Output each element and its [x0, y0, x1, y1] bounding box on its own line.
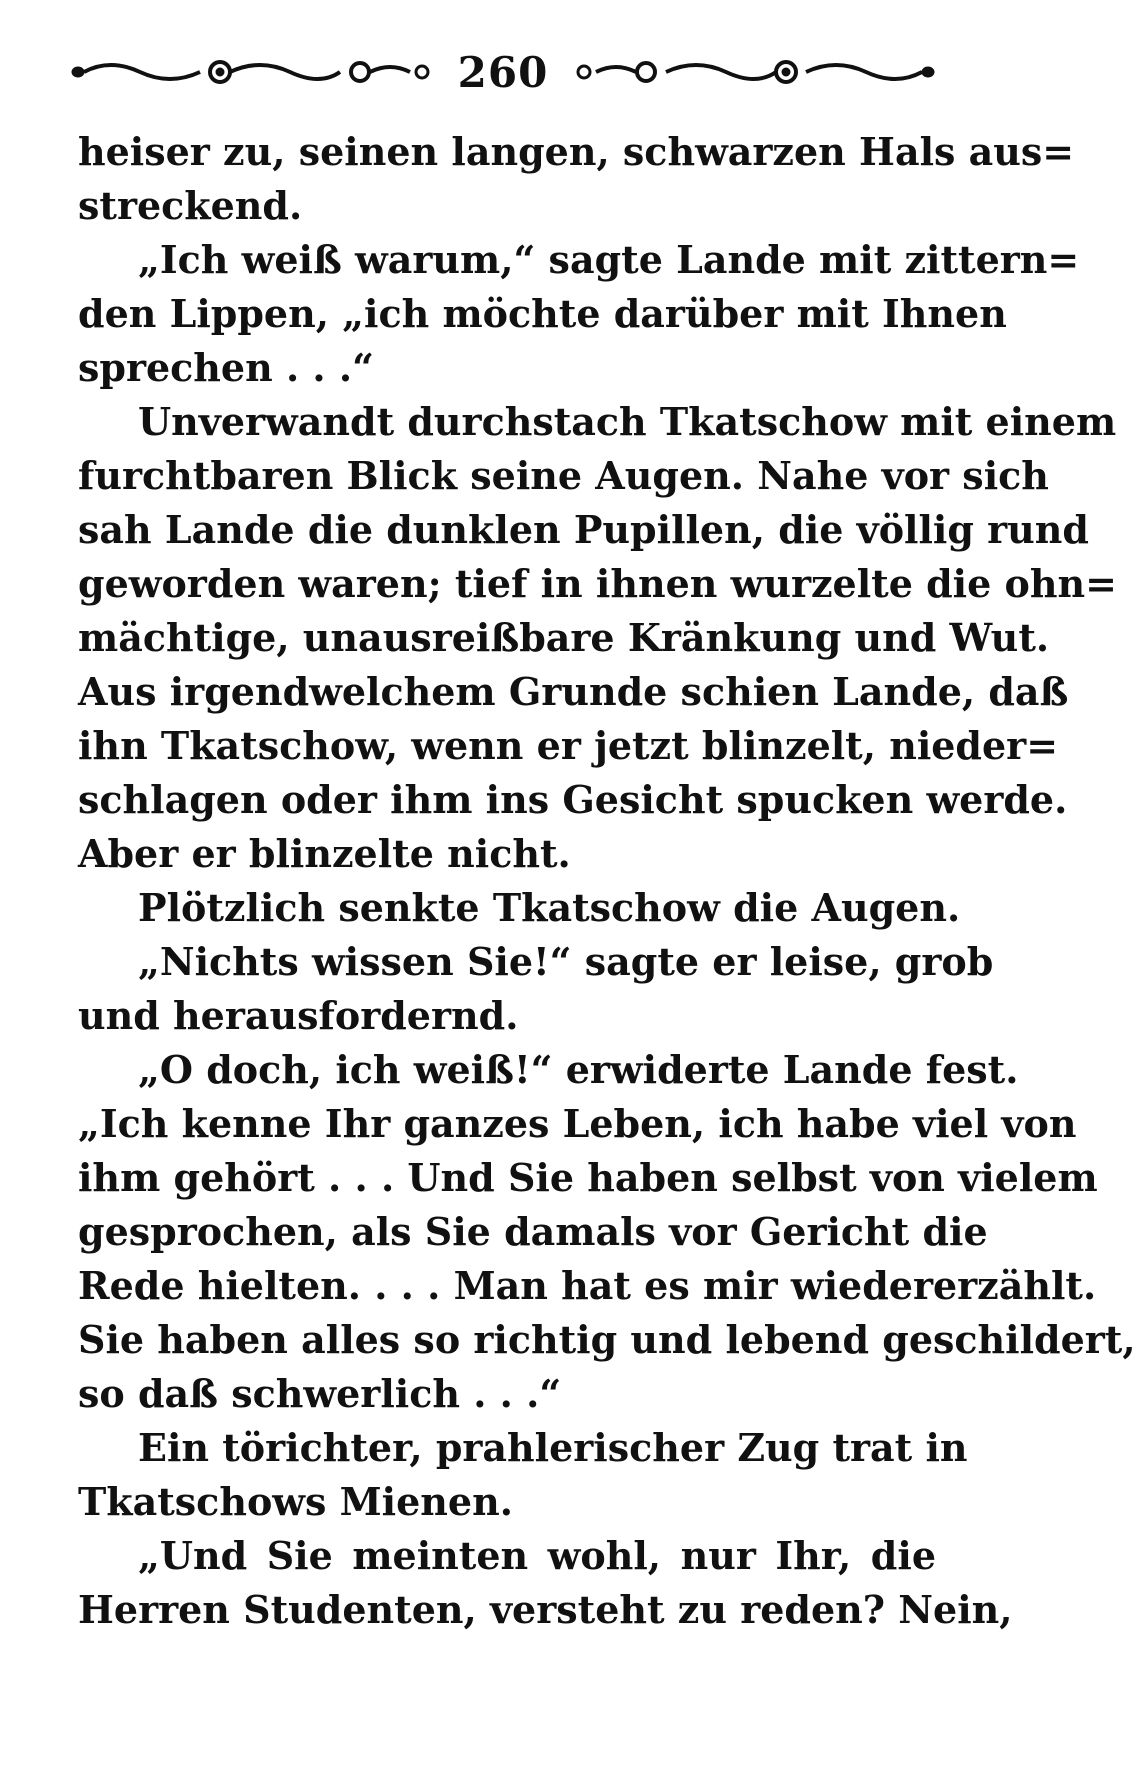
text-line: „Ich kenne Ihr ganzes Leben, ich habe viel von [78, 1101, 1077, 1146]
text-line: den Lippen, „ich möchte darüber mit Ihnen [78, 291, 1007, 336]
page-text [78, 125, 1136, 1637]
text-line: Ein törichter, prahlerischer Zug trat in [138, 1425, 968, 1470]
text-line: geworden waren; tief in ihnen wurzelte die ohn= [78, 561, 1117, 606]
text-line: sprechen . . .“ [78, 345, 374, 390]
page-header [70, 42, 936, 102]
text-line: Rede hielten. . . . Man hat es mir wiedererzählt. [78, 1263, 1097, 1308]
text-line: und herausfordernd. [78, 993, 519, 1038]
ornament-left [70, 52, 430, 92]
text-line: „Nichts wissen Sie!“ sagte er leise, grob [138, 939, 994, 984]
text-line: streckend. [78, 183, 303, 228]
text-line: Aber er blinzelte nicht. [78, 831, 571, 876]
text-line: Tkatschows Mienen. [78, 1479, 513, 1524]
text-line: sah Lande die dunklen Pupillen, die völlig rund [78, 507, 1089, 552]
page-number: 260 [457, 47, 549, 97]
text-line: furchtbaren Blick seine Augen. Nahe vor sich [78, 453, 1049, 498]
text-line: „O doch, ich weiß!“ erwiderte Lande fest. [138, 1047, 1019, 1092]
text-line: Herren Studenten, versteht zu reden? Nein, [78, 1587, 1013, 1632]
text-line: Plötzlich senkte Tkatschow die Augen. [138, 885, 961, 930]
text-line: ihn Tkatschow, wenn er jetzt blinzelt, nieder= [78, 723, 1059, 768]
text-line: heiser zu, seinen langen, schwarzen Hals aus= [78, 129, 1075, 174]
text-line: gesprochen, als Sie damals vor Gericht die [78, 1209, 988, 1254]
text-line: mächtige, unausreißbare Kränkung und Wut. [78, 615, 1050, 660]
text-line: Aus irgendwelchem Grunde schien Lande, daß [78, 669, 1069, 714]
text-line: „Und Sie meinten wohl, nur Ihr, die [138, 1533, 936, 1578]
text-line: so daß schwerlich . . .“ [78, 1371, 562, 1416]
text-line: schlagen oder ihm ins Gesicht spucken werde. [78, 777, 1068, 822]
text-line: ihm gehört . . . Und Sie haben selbst von vielem [78, 1155, 1098, 1200]
text-line: Sie haben alles so richtig und lebend geschildert, [78, 1317, 1136, 1362]
text-line: Unverwandt durchstach Tkatschow mit einem [138, 399, 1117, 444]
text-line: „Ich weiß warum,“ sagte Lande mit zittern= [138, 237, 1080, 282]
ornament-right [576, 52, 936, 92]
